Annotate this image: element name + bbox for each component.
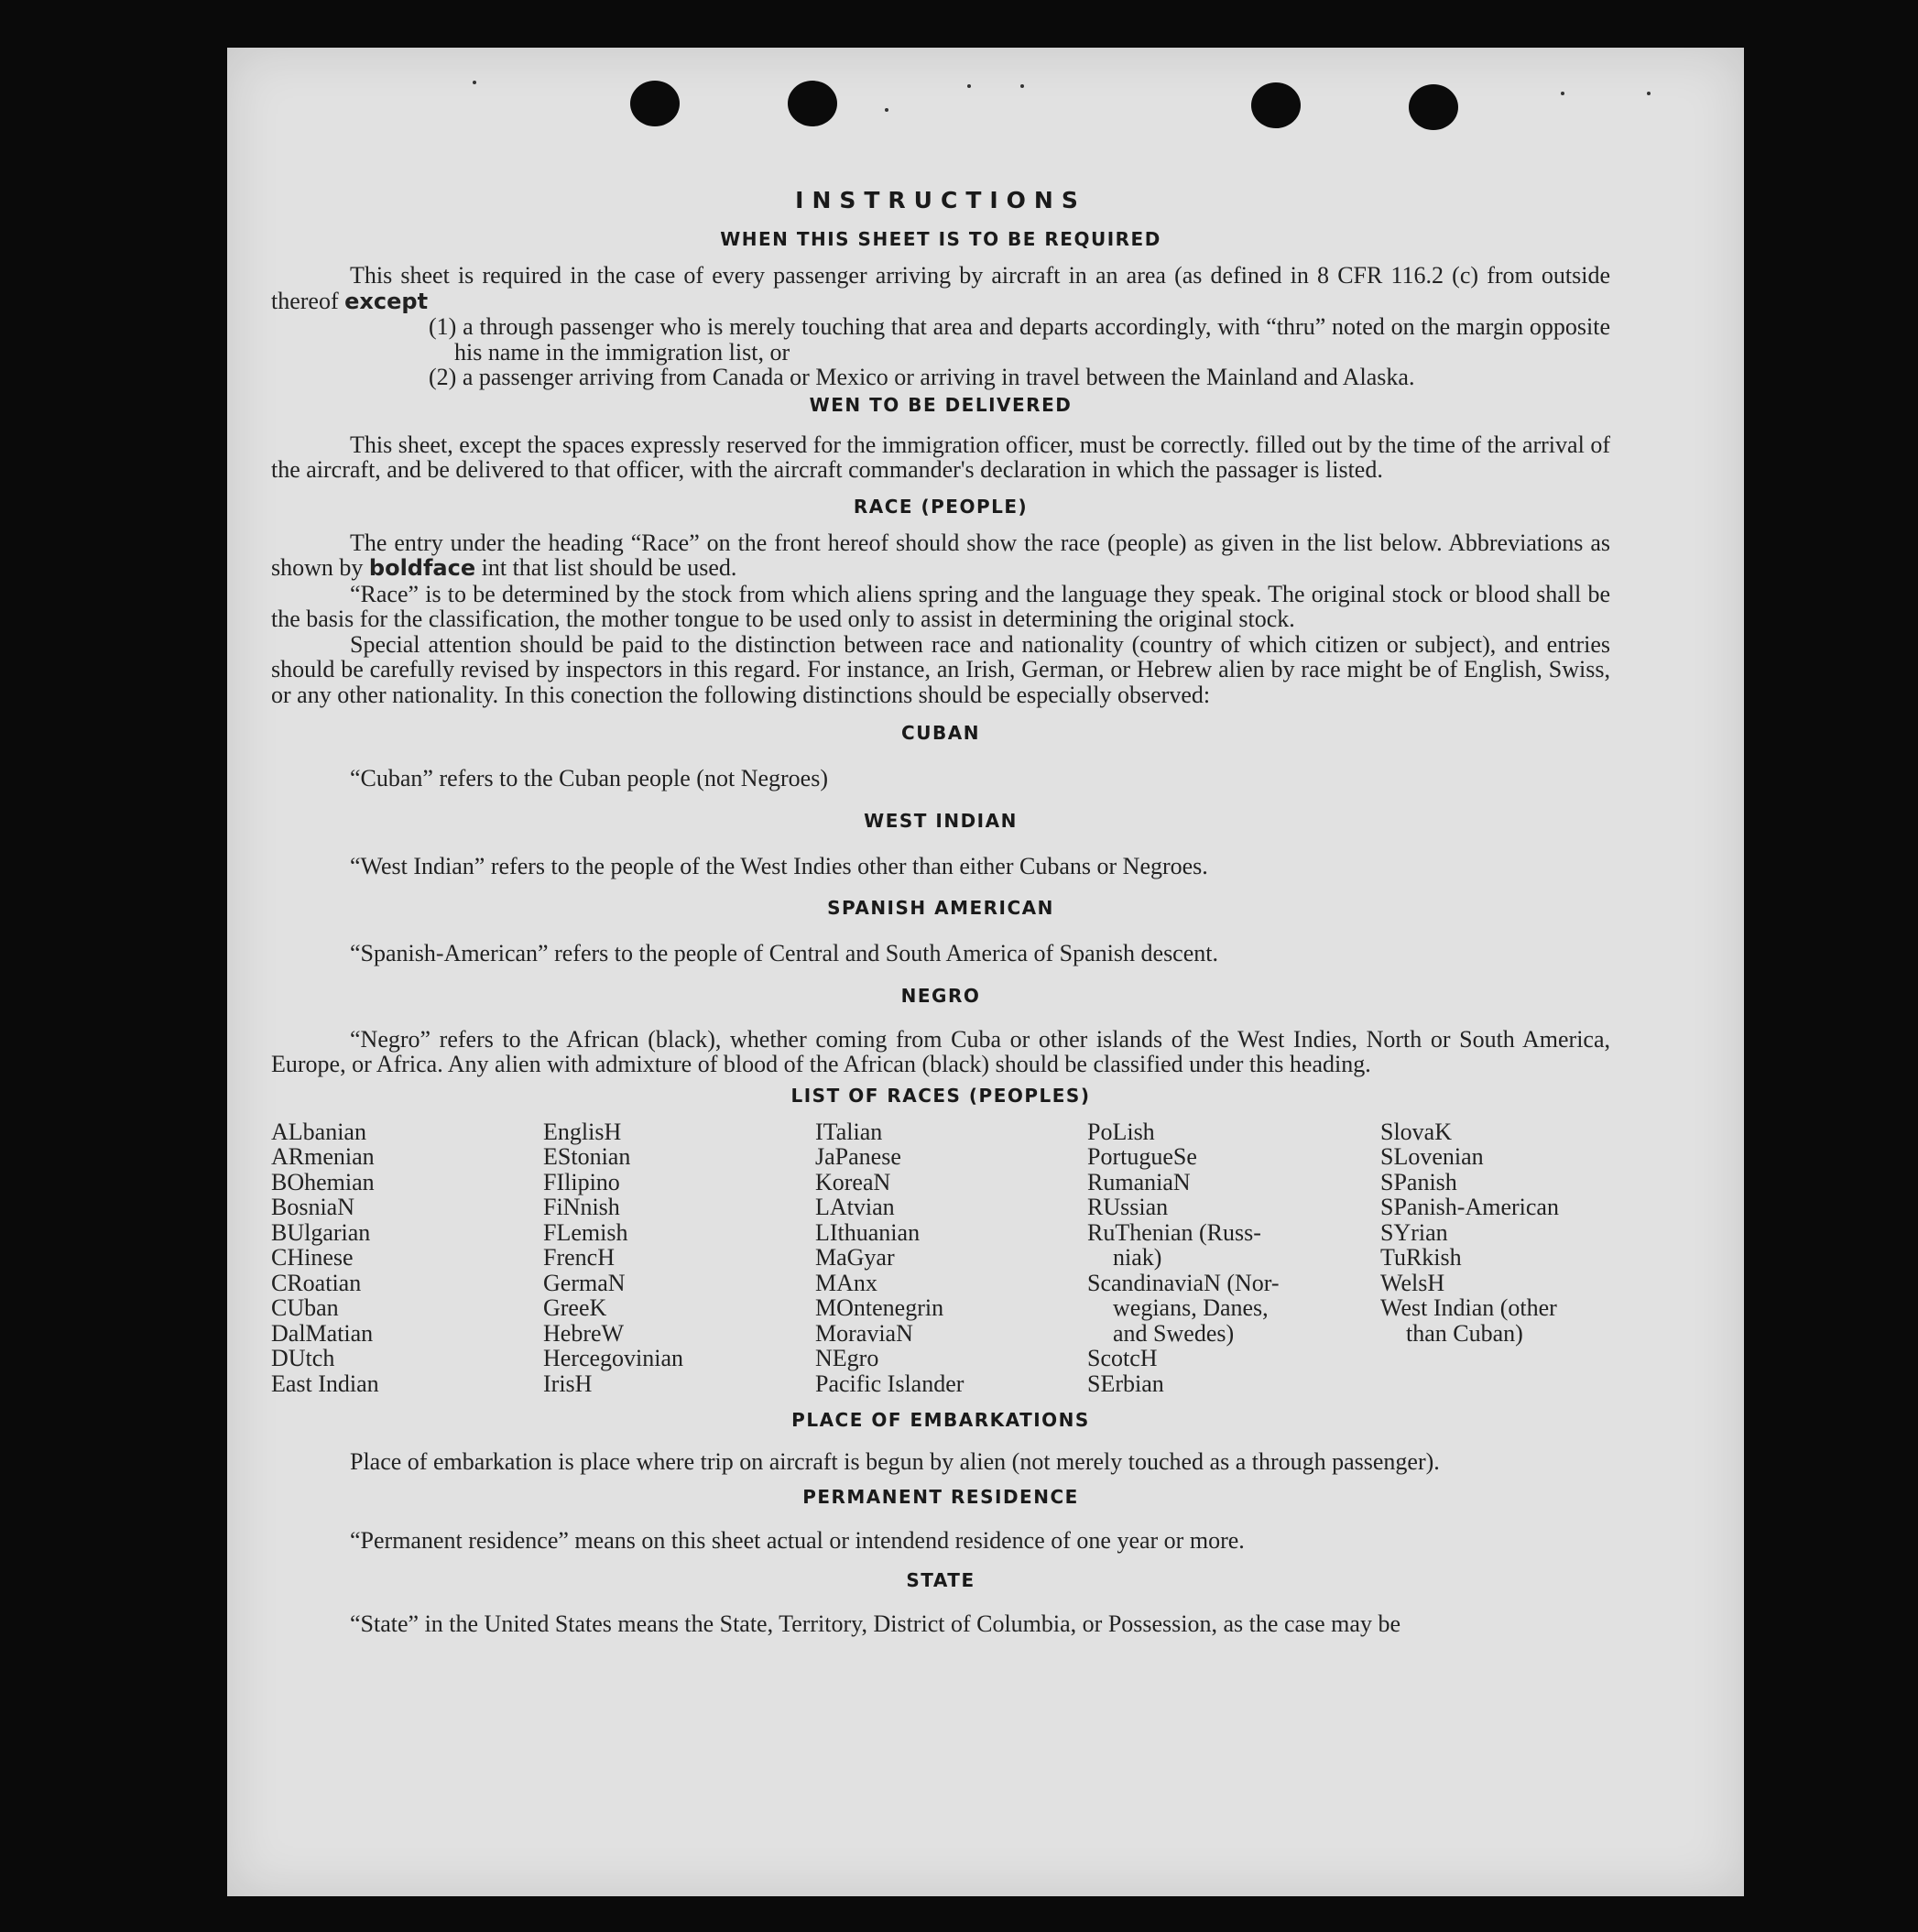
race-entry: FrencH — [543, 1244, 615, 1271]
race-entry: CHinese — [271, 1244, 354, 1271]
state-text: “State” in the United States means the State, Territory, District of Columbia, or Possession, as the case may be — [350, 1610, 1400, 1637]
races-column-2 — [543, 1119, 815, 1397]
when-delivered-text: This sheet, except the spaces expressly reserved for the immigration officer, must be correctly. filled out by the time of the arrival of the aircraft, and be delivered to that officer, with the aircraft commander's declaration in which the passager is listed. — [271, 431, 1610, 483]
heading-race: RACE (PEOPLE) — [853, 495, 1029, 518]
embarkation-text: Place of embarkation is place where trip on aircraft is begun by alien (not merely touched as a through passenger). — [350, 1448, 1440, 1475]
document-body — [271, 180, 1610, 1637]
race-entry: KoreaN — [815, 1168, 891, 1195]
west-indian-text: “West Indian” refers to the people of the West Indies other than either Cubans or Negroes. — [350, 852, 1208, 879]
race-entry: LAtvian — [815, 1194, 895, 1220]
race-entry: Hercegovinian — [543, 1345, 684, 1371]
race-paragraph-2: “Race” is to be determined by the stock from which aliens spring and the language they speak. The original stock or blood shall be the basis for the classification, the mother tongue to be used only to assist in determining the original stock. — [271, 580, 1610, 632]
race-entry: RumaniaN — [1087, 1168, 1191, 1195]
race-entry: ScandinaviaN (Nor- — [1087, 1269, 1280, 1296]
race-entry: PoLish — [1087, 1118, 1155, 1145]
race-entry: EStonian — [543, 1143, 631, 1170]
race-entry: NEgro — [815, 1345, 879, 1371]
race-entry: PortugueSe — [1087, 1143, 1197, 1170]
cuban-text: “Cuban” refers to the Cuban people (not Negroes) — [350, 765, 828, 791]
speck — [1647, 92, 1651, 95]
heading-spanish-american: SPANISH AMERICAN — [827, 897, 1054, 919]
race-entry: SPanish — [1380, 1168, 1457, 1195]
heading-when-required: WHEN THIS SHEET IS TO BE REQUIRED — [720, 228, 1161, 250]
race-entry: MaGyar — [815, 1244, 895, 1271]
race-entry: ITalian — [815, 1118, 883, 1145]
emphasis-boldface: boldface — [368, 555, 476, 581]
permanent-residence-text: “Permanent residence” means on this sheet actual or intendend residence of one year or more. — [350, 1526, 1245, 1554]
race-paragraph-1: The entry under the heading “Race” on the front hereof should show the race (people) as given in the list below. Abbreviations as shown by boldface int that list should be used. — [271, 529, 1610, 581]
race-entry: RUssian — [1087, 1194, 1169, 1220]
punch-hole — [1251, 82, 1301, 128]
race-paragraph-3: Special attention should be paid to the distinction between race and nationality (country of which citizen or subject), and entries should be carefully revised by inspectors in this regard. For instance, an Irish, German, or Hebrew alien by race might be of English, Swiss, or any other nationality. In this conection the following distinctions should be especially observed: — [271, 630, 1610, 708]
race-entry: West Indian (other — [1380, 1294, 1557, 1321]
race-entry: IrisH — [543, 1370, 593, 1397]
speck — [1020, 84, 1024, 88]
when-required-intro: This sheet is required in the case of every passenger arriving by aircraft in an area (as defined in 8 CFR 116.2 (c) from outside thereof except — [271, 262, 1610, 314]
races-column-4 — [1087, 1119, 1380, 1397]
race-entry: SlovaK — [1380, 1118, 1452, 1145]
race-entry: BosniaN — [271, 1194, 354, 1220]
race-entry: WelsH — [1380, 1269, 1445, 1296]
punch-hole — [788, 81, 837, 126]
punch-hole — [1409, 84, 1458, 130]
race-entry: LIthuanian — [815, 1218, 921, 1246]
race-entry: MAnx — [815, 1269, 877, 1296]
race-entry: SYrian — [1380, 1218, 1448, 1246]
heading-negro: NEGRO — [900, 984, 981, 1007]
race-entry: TuRkish — [1380, 1244, 1462, 1271]
race-entry: GreeK — [543, 1294, 607, 1321]
emphasis-except: except — [344, 288, 429, 314]
races-column-1 — [271, 1119, 543, 1397]
race-entry: GermaN — [543, 1269, 626, 1296]
spanish-american-text: “Spanish-American” refers to the people of Central and South America of Spanish descent. — [350, 940, 1218, 966]
race-entry: wegians, Danes, — [1113, 1294, 1269, 1321]
race-entry: JaPanese — [815, 1143, 901, 1170]
race-entry: EnglisH — [543, 1118, 622, 1145]
punch-hole — [630, 81, 680, 126]
race-entry: ScotcH — [1087, 1345, 1158, 1371]
heading-state: STATE — [906, 1569, 975, 1591]
race-entry: SPanish-American — [1380, 1194, 1559, 1220]
races-column-3 — [815, 1119, 1087, 1397]
race-entry: than Cuban) — [1406, 1319, 1523, 1347]
race-entry: CRoatian — [271, 1269, 362, 1296]
race-entry: RuThenian (Russ- — [1087, 1218, 1261, 1246]
speck — [885, 108, 888, 112]
race-entry: BOhemian — [271, 1168, 375, 1195]
race-entry: FiNnish — [543, 1194, 620, 1220]
race-entry: niak) — [1113, 1244, 1162, 1271]
race-entry: ALbanian — [271, 1118, 366, 1145]
race-entry: East Indian — [271, 1370, 379, 1397]
race-entry: FIlipino — [543, 1168, 620, 1195]
race-entry: SErbian — [1087, 1370, 1164, 1397]
heading-west-indian: WEST INDIAN — [864, 809, 1018, 832]
heading-when-delivered: WEN TO BE DELIVERED — [809, 393, 1073, 416]
race-entry: SLovenian — [1380, 1143, 1484, 1170]
race-entry: DUtch — [271, 1345, 335, 1371]
speck — [1561, 92, 1564, 95]
race-entry: HebreW — [543, 1319, 625, 1347]
races-column-5 — [1380, 1119, 1609, 1397]
document-sheet — [227, 48, 1744, 1896]
heading-cuban: CUBAN — [901, 722, 980, 744]
exception-item-2: (2) a passenger arriving from Canada or Mexico or arriving in travel between the Mainland and Alaska. — [429, 364, 1415, 390]
heading-permanent-residence: PERMANENT RESIDENCE — [802, 1485, 1079, 1508]
negro-text: “Negro” refers to the African (black), whether coming from Cuba or other islands of the West Indies, North or South America, Europe, or Africa. Any alien with admixture of blood of the African (black) should be classified under this heading. — [271, 1025, 1610, 1077]
race-entry: FLemish — [543, 1218, 628, 1246]
exception-item-1: (1) a through passenger who is merely touching that area and departs accordingly, with “thru” noted on the margin opposite his name in the immigration list, or — [429, 313, 1610, 366]
races-list — [271, 1119, 1610, 1397]
document-title: INSTRUCTIONS — [795, 187, 1086, 213]
heading-list-of-races: LIST OF RACES (PEOPLES) — [790, 1084, 1091, 1107]
race-entry: CUban — [271, 1294, 339, 1321]
race-entry: MoraviaN — [815, 1319, 913, 1347]
race-entry: BUlgarian — [271, 1218, 371, 1246]
speck — [473, 81, 476, 84]
race-entry: ARmenian — [271, 1143, 375, 1170]
race-entry: Pacific Islander — [815, 1370, 964, 1397]
race-entry: DalMatian — [271, 1319, 374, 1347]
race-entry: and Swedes) — [1113, 1319, 1235, 1347]
race-entry: MOntenegrin — [815, 1294, 944, 1321]
heading-embarkation: PLACE OF EMBARKATIONS — [791, 1409, 1090, 1431]
speck — [967, 84, 971, 88]
